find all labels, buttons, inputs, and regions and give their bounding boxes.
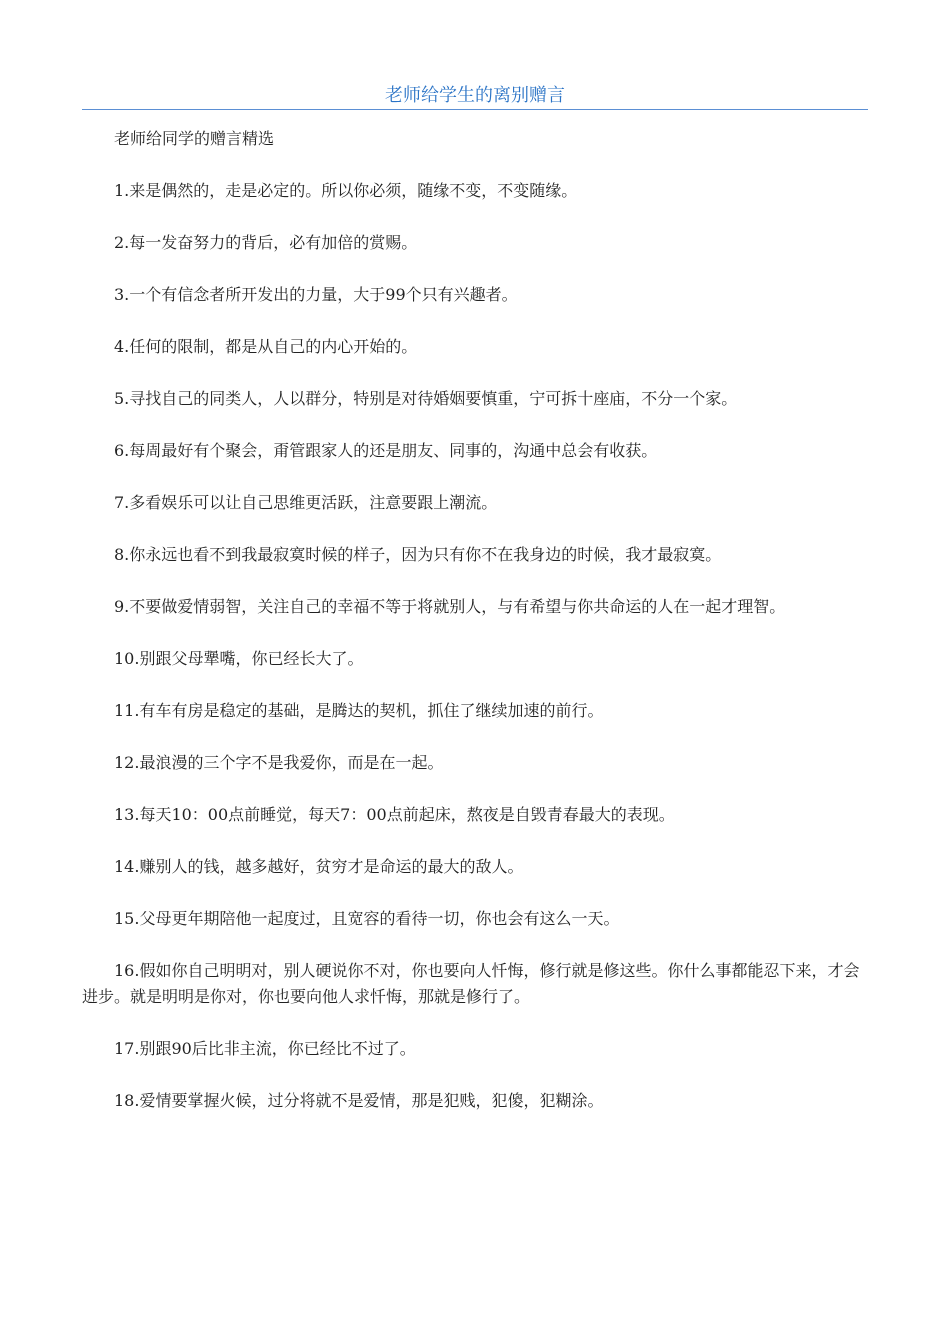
list-item: 2.每一发奋努力的背后，必有加倍的赏赐。 [114,233,418,252]
list-item: 15.父母更年期陪他一起度过，且宽容的看待一切，你也会有这么一天。 [114,909,620,928]
section-heading: 老师给同学的赠言精选 [114,129,275,148]
list-item: 12.最浪漫的三个字不是我爱你，而是在一起。 [114,753,444,772]
list-item: 7.多看娱乐可以让自己思维更活跃，注意要跟上潮流。 [114,493,498,512]
document-body [82,126,868,1140]
list-item: 6.每周最好有个聚会，甭管跟家人的还是朋友、同事的，沟通中总会有收获。 [114,441,658,460]
list-item: 10.别跟父母犟嘴，你已经长大了。 [114,649,364,668]
list-item: 16.假如你自己明明对，别人硬说你不对，你也要向人忏悔，修行就是修这些。你什么事都能忍下来，才会进步。就是明明是你对，你也要向他人求忏悔，那就是修行了。 [82,961,860,1006]
document-title: 老师给学生的离别赠言 [385,85,565,106]
list-item: 14.赚别人的钱，越多越好，贫穷才是命运的最大的敌人。 [114,857,524,876]
list-item: 1.来是偶然的，走是必定的。所以你必须，随缘不变，不变随缘。 [114,181,578,200]
list-item: 5.寻找自己的同类人，人以群分，特别是对待婚姻要慎重，宁可拆十座庙，不分一个家。 [114,389,738,408]
list-item: 18.爱情要掌握火候，过分将就不是爱情，那是犯贱，犯傻，犯糊涂。 [114,1091,604,1110]
list-item: 3.一个有信念者所开发出的力量，大于99个只有兴趣者。 [114,285,518,304]
list-item: 17.别跟90后比非主流，你已经比不过了。 [114,1039,416,1058]
list-item: 9.不要做爱情弱智，关注自己的幸福不等于将就别人，与有希望与你共命运的人在一起才理智。 [114,597,786,616]
list-item: 13.每天10：00点前睡觉，每天7：00点前起床，熬夜是自毁青春最大的表现。 [114,805,675,824]
list-item: 4.任何的限制，都是从自己的内心开始的。 [114,337,418,356]
list-item: 8.你永远也看不到我最寂寞时候的样子，因为只有你不在我身边的时候，我才最寂寞。 [114,545,722,564]
list-item: 11.有车有房是稳定的基础，是腾达的契机，抓住了继续加速的前行。 [114,701,604,720]
title-divider [82,109,868,110]
